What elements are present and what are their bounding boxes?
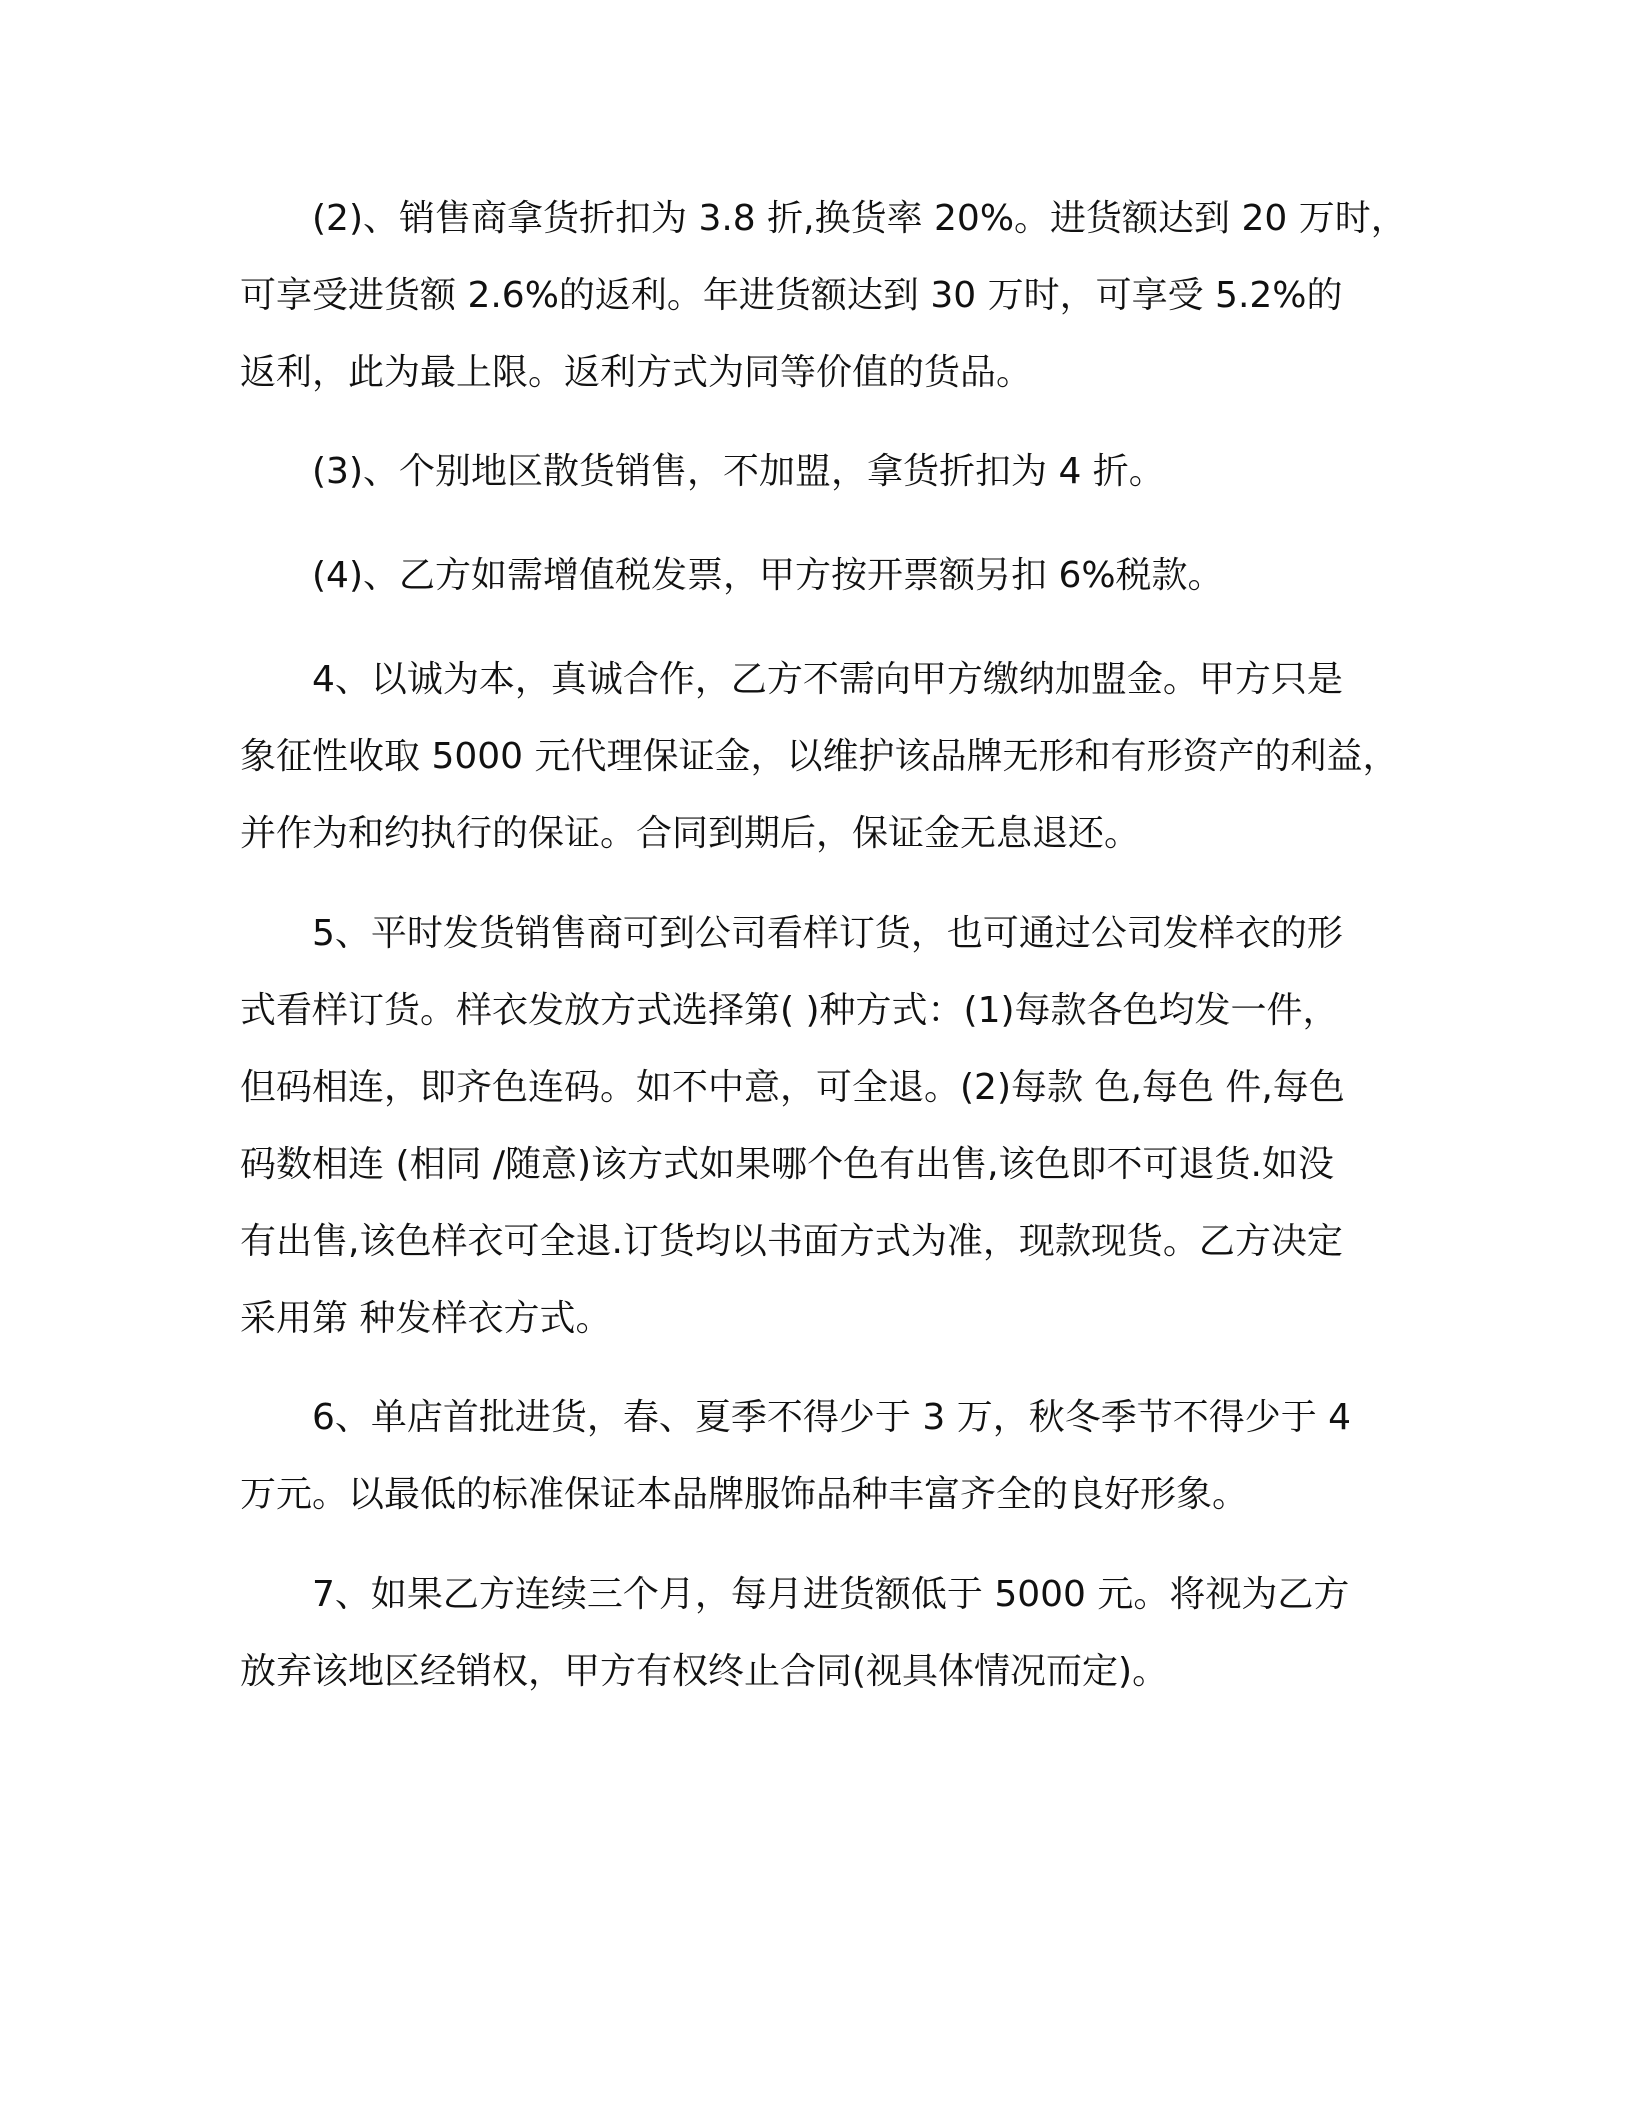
paragraph-item-5 xyxy=(240,895,1345,1357)
text-line: 有出售,该色样衣可全退.订货均以书面方式为准，现款现货。乙方决定 xyxy=(240,1221,1343,1262)
text-line: 可享受进货额 2.6%的返利。年进货额达到 30 万时，可享受 5.2%的 xyxy=(240,275,1343,316)
text-line: 5、平时发货销售商可到公司看样订货，也可通过公司发样衣的形 xyxy=(312,913,1343,954)
paragraph-item-6 xyxy=(240,1379,1351,1533)
paragraph-item-7 xyxy=(240,1556,1349,1710)
text-line: 放弃该地区经销权，甲方有权终止合同(视具体情况而定)。 xyxy=(240,1651,1169,1692)
text-line: 返利，此为最上限。返利方式为同等价值的货品。 xyxy=(240,352,1033,393)
paragraph-item-4 xyxy=(240,641,1399,872)
text-line: 7、如果乙方连续三个月，每月进货额低于 5000 元。将视为乙方 xyxy=(312,1574,1350,1615)
text-line: (4)、乙方如需增值税发票，甲方按开票额另扣 6%税款。 xyxy=(312,555,1224,596)
text-line: 并作为和约执行的保证。合同到期后，保证金无息退还。 xyxy=(240,813,1141,854)
text-line: 象征性收取 5000 元代理保证金，以维护该品牌无形和有形资产的利益， xyxy=(240,736,1399,777)
text-line: 万元。以最低的标准保证本品牌服饰品种丰富齐全的良好形象。 xyxy=(240,1474,1249,1515)
text-line: 4、以诚为本，真诚合作，乙方不需向甲方缴纳加盟金。甲方只是 xyxy=(312,659,1343,700)
paragraph-2 xyxy=(240,180,1407,411)
paragraph-4-sub xyxy=(240,537,1224,614)
text-line: 6、单店首批进货，春、夏季不得少于 3 万，秋冬季节不得少于 4 xyxy=(312,1397,1352,1438)
text-line: 式看样订货。样衣发放方式选择第( )种方式：(1)每款各色均发一件， xyxy=(240,990,1339,1031)
text-line: (3)、个别地区散货销售，不加盟，拿货折扣为 4 折。 xyxy=(312,451,1165,492)
text-line: 采用第 种发样衣方式。 xyxy=(240,1298,612,1339)
text-line: 码数相连 (相同 /随意)该方式如果哪个色有出售,该色即不可退货.如没 xyxy=(240,1144,1334,1185)
text-line: (2)、销售商拿货折扣为 3.8 折,换货率 20%。进货额达到 20 万时， xyxy=(312,198,1407,239)
paragraph-3 xyxy=(240,433,1165,510)
text-line: 但码相连，即齐色连码。如不中意，可全退。(2)每款 色,每色 件,每色 xyxy=(240,1067,1345,1108)
